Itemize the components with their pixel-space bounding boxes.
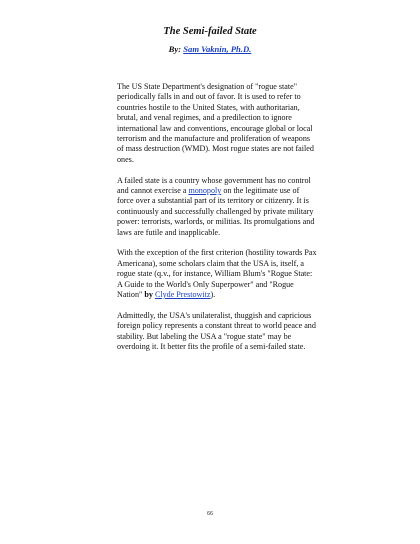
- byline-prefix: By:: [168, 44, 182, 54]
- paragraph-3-by: by: [144, 290, 153, 300]
- paragraph-1: The US State Department's designation of "rogue state" periodically falls in and out of favor. It is used to refer to countries hostile to the United States, with authoritarian, brutal, and venal regimes, and a predilection to ignore international law and conventions, encourage global or local terrorism and the manufacture and proliferation of weapons of mass destruction (WMD). Most rogue states are not failed ones.: [117, 82, 314, 164]
- paragraph-2-text-start: A failed state is a country whose government has no control and cannot exercise a: [117, 175, 311, 196]
- monopoly-link[interactable]: monopoly: [188, 186, 222, 196]
- byline: [0, 44, 420, 54]
- paragraph-3: [117, 248, 317, 300]
- author-link[interactable]: Sam Vaknin, Ph.D.: [183, 44, 252, 54]
- paragraph-3-text-start: With the exception of the first criterion (hostility towards Pax Americana), some scholars claim that the USA is, itself, a rogue state (q.v., for instance, William Blum's "Rogue State: A Guide to the World's Only Superpower" and "Rogue Nation": [117, 248, 317, 300]
- page-number: 66: [206, 511, 214, 517]
- paragraph-2: [117, 176, 317, 238]
- paragraph-2-text-end: on the legitimate use of force over a substantial part of its territory or citizenry. It is continuously and successfully challenged by private military power: terrorists, warlords, or militias. Its promulgations and laws are futile and inapplicable.: [117, 186, 315, 237]
- paragraph-4: Admittedly, the USA's unilateralist, thuggish and capricious foreign policy represents a constant threat to world peace and stability. But labeling the USA a "rogue state" may be overdoing it. It better fits the profile of a semi-failed state.: [117, 310, 316, 352]
- clyde-prestowitz-link[interactable]: Clyde Prestowitz: [154, 290, 211, 300]
- paragraph-3-text-end: ).: [210, 290, 216, 300]
- article-body: [117, 82, 317, 363]
- page-title: The Semi-failed State: [163, 26, 257, 37]
